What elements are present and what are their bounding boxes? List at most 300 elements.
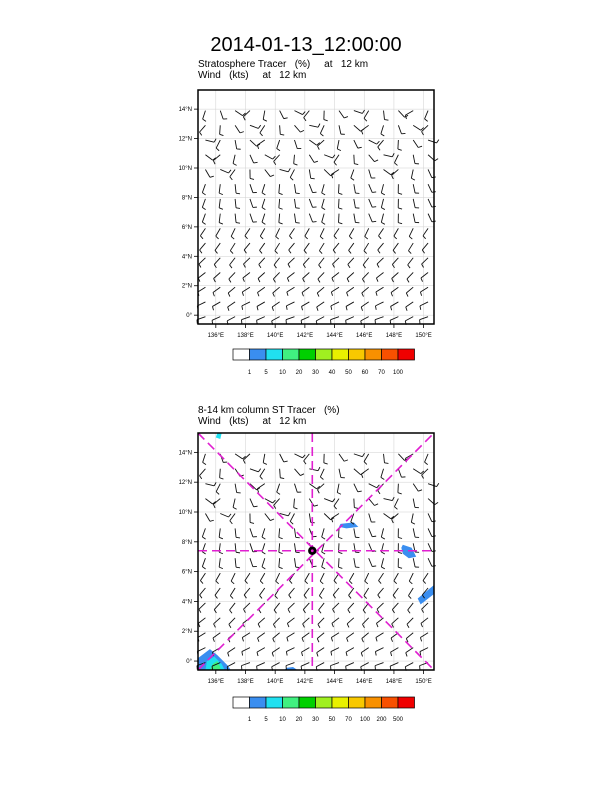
colorbar-swatch (299, 349, 316, 360)
wind-barb-flag (210, 176, 214, 177)
colorbar-swatch (266, 349, 283, 360)
wind-barb-flag (236, 567, 240, 568)
wind-barb (413, 214, 415, 223)
wind-barb-flag (214, 279, 216, 283)
wind-barb (317, 287, 324, 293)
wind-barb-flag (199, 609, 201, 612)
wind-barb-flag (202, 207, 205, 209)
colorbar-label: 100 (392, 370, 404, 376)
wind-barb (212, 317, 220, 321)
wind-barb-flag (391, 638, 392, 642)
wind-barb-flag (317, 639, 319, 643)
wind-barb (339, 125, 341, 134)
wind-barb (346, 302, 354, 307)
wind-barb (228, 648, 235, 653)
wind-barb-flag (393, 595, 396, 598)
wind-barb-flag (348, 610, 350, 613)
wind-barb-flag (347, 292, 348, 296)
wind-barb (354, 484, 358, 492)
wind-barb (398, 111, 404, 118)
wind-barb (258, 272, 265, 278)
wind-barb-flag (322, 567, 325, 569)
wind-barb (262, 528, 265, 537)
wind-barb (354, 111, 363, 114)
wind-barb-flag (257, 489, 258, 493)
wind-barb (354, 199, 356, 208)
wind-barb-flag (305, 581, 308, 584)
wind-barb (405, 317, 413, 321)
wind-barb-flag (421, 278, 423, 282)
wind-barb (384, 111, 385, 120)
wind-barb (302, 287, 309, 292)
wind-barb-flag (262, 222, 265, 224)
wind-barb (272, 663, 280, 667)
wind-barb-flag (213, 638, 214, 642)
colorbar (233, 349, 415, 376)
wind-barb (230, 603, 236, 610)
colorbar-label: 50 (345, 370, 352, 376)
wind-barb-flag (354, 164, 358, 165)
wind-barb (280, 169, 289, 171)
wind-barb-flag (270, 519, 274, 521)
wind-barb (265, 169, 271, 176)
wind-barb (279, 199, 280, 208)
wind-barb (213, 633, 220, 638)
wind-barb-flag (421, 623, 423, 627)
wind-barb (369, 199, 373, 207)
wind-barb (322, 184, 324, 193)
storm-center-dot (311, 549, 314, 552)
wind-barb-flag (233, 507, 237, 509)
wind-barb-flag (372, 207, 376, 208)
wind-barb-flag (200, 476, 202, 479)
wind-barb-flag (349, 581, 352, 584)
y-tick-label: 10°N (178, 166, 192, 172)
wind-barb-flag (422, 132, 424, 135)
wind-barb (289, 243, 295, 250)
wind-barb (322, 199, 324, 208)
wind-barb (420, 302, 428, 306)
wind-barb-flag (339, 208, 343, 209)
wind-barb-flag (331, 652, 332, 656)
wind-barb (235, 125, 240, 133)
wind-barb (294, 499, 295, 508)
wind-barb-flag (274, 161, 276, 164)
wind-barb (422, 603, 428, 609)
wind-barb (392, 272, 399, 278)
wind-barb-flag (317, 293, 319, 297)
wind-barb (317, 302, 324, 307)
wind-barb (333, 258, 339, 264)
wind-barb-flag (289, 595, 291, 598)
wind-barb (391, 648, 399, 653)
wind-barb (320, 573, 324, 581)
wind-barb (219, 558, 220, 567)
wind-barb (392, 169, 399, 175)
wind-barb-flag (407, 624, 409, 627)
wind-barb (250, 184, 253, 193)
wind-barb (407, 618, 413, 624)
wind-barb-flag (257, 145, 258, 149)
wind-barb (279, 214, 280, 223)
wind-barb-flag (319, 265, 321, 268)
wind-barb-flag (378, 250, 380, 253)
wind-barb-flag (332, 623, 334, 627)
x-tick-label: 148°E (385, 679, 403, 685)
wind-barb-flag (216, 148, 219, 151)
wind-barb (294, 469, 300, 476)
wind-barb-flag (284, 118, 288, 119)
wind-barb (243, 603, 249, 609)
wind-barb (220, 125, 221, 134)
wind-barb (413, 558, 415, 567)
wind-barb (398, 469, 401, 477)
wind-barb-flag (258, 292, 259, 296)
wind-barb-flag (240, 132, 244, 133)
wind-barb (203, 111, 206, 120)
wind-barb (354, 469, 361, 475)
colorbar-label: 20 (295, 717, 303, 723)
wind-barb (322, 214, 324, 223)
wind-barb-flag (392, 264, 394, 267)
wind-barb (273, 287, 280, 293)
wind-barb-flag (322, 552, 325, 554)
wind-barb (250, 199, 253, 208)
colorbar-swatch (365, 349, 382, 360)
wind-barb-flag (300, 130, 304, 132)
wind-barb (233, 155, 235, 164)
wind-barb-flag (314, 505, 318, 506)
wind-barb (428, 140, 437, 143)
wind-barb-flag (422, 264, 424, 267)
wind-barb-flag (277, 149, 280, 151)
wind-barb-flag (242, 638, 243, 642)
wind-barb (214, 258, 220, 265)
wind-barb (365, 228, 369, 236)
wind-barb (381, 184, 383, 193)
wind-barb (305, 573, 310, 581)
wind-barb (279, 558, 280, 567)
wind-barb (319, 243, 324, 251)
wind-barb-flag (302, 292, 303, 296)
wind-barb-flag (229, 170, 231, 173)
wind-barb-flag (347, 638, 348, 642)
wind-barb (260, 125, 265, 133)
y-tick-label: 0° (186, 313, 192, 320)
page-title: 2014-01-13_12:00:00 (210, 34, 402, 56)
wind-barb-flag (202, 552, 205, 554)
wind-barb (220, 513, 228, 517)
wind-barb (216, 484, 220, 492)
wind-barb (288, 603, 294, 609)
wind-barb-flag (212, 306, 213, 310)
wind-barb-flag (398, 537, 402, 538)
wind-barb (294, 484, 297, 493)
wind-barb-flag (322, 193, 325, 195)
colorbar-label: 50 (328, 717, 336, 723)
wind-barb-flag (260, 250, 263, 253)
panel2-title: 8-14 km column ST Tracer (%) (198, 405, 340, 416)
wind-barb-flag (258, 125, 260, 128)
wind-barb-flag (337, 493, 341, 495)
wind-barb (369, 558, 373, 566)
colorbar-swatch (382, 697, 399, 708)
wind-barb (362, 618, 368, 624)
colorbar-label: 200 (376, 717, 387, 723)
wind-barb (199, 603, 205, 609)
wind-barb (303, 272, 310, 278)
wind-barb (394, 228, 399, 236)
wind-barb (324, 155, 332, 158)
wind-barb (244, 588, 250, 595)
wind-barb (231, 228, 235, 236)
wind-barb-flag (303, 610, 305, 613)
wind-barb (280, 125, 281, 134)
wind-barb (391, 302, 399, 307)
wind-barb (258, 633, 265, 638)
wind-barb-flag (411, 178, 415, 180)
wind-barb-flag (322, 208, 325, 210)
wind-barb-flag (279, 208, 283, 209)
wind-barb (390, 317, 398, 321)
panel1-title: Stratosphere Tracer (%) at 12 km (198, 59, 369, 70)
wind-barb-flag (398, 149, 402, 150)
wind-barb (250, 499, 254, 507)
wind-barb-flag (302, 652, 303, 656)
wind-barb (381, 558, 383, 567)
wind-barb-flag (394, 581, 397, 584)
wind-barb (319, 603, 325, 610)
wind-barb-flag (425, 462, 428, 464)
wind-barb-flag (289, 236, 292, 239)
wind-barb-flag (322, 537, 325, 539)
wind-barb (229, 618, 235, 624)
wind-barb-flag (394, 163, 397, 166)
wind-barb-flag (228, 293, 230, 297)
wind-barb-flag (317, 307, 318, 311)
wind-barb (354, 454, 363, 457)
wind-barb (381, 214, 383, 223)
panel-2-plot (179, 433, 439, 723)
wind-barb-flag (377, 141, 380, 144)
wind-barb (405, 663, 413, 667)
wind-barb (392, 513, 399, 519)
wind-barb (369, 484, 377, 488)
wind-barb-flag (236, 552, 240, 553)
wind-barb-flag (398, 208, 402, 209)
colorbar-swatch (250, 349, 267, 360)
wind-barb (220, 469, 221, 478)
wind-barb (369, 140, 377, 144)
wind-barb (318, 618, 324, 624)
wind-barb-flag (202, 537, 205, 539)
wind-barb (347, 618, 354, 624)
wind-barb (339, 454, 344, 461)
wind-barb (231, 573, 235, 581)
wind-barb-flag (319, 596, 322, 599)
wind-barb-flag (262, 207, 265, 209)
wind-barb-flag (437, 483, 439, 486)
x-tick-label: 142°E (296, 679, 314, 685)
colorbar-swatch (382, 349, 399, 360)
panel-1-plot (179, 90, 439, 376)
wind-barb-flag (302, 306, 303, 310)
wind-barb (260, 228, 265, 236)
wind-barb (262, 558, 265, 567)
wind-barb-flag (243, 264, 245, 267)
wind-barb-flag (200, 250, 202, 253)
wind-barb (376, 633, 384, 638)
wind-barb-flag (219, 552, 223, 553)
wind-barb (258, 287, 265, 292)
wind-barb-flag (243, 278, 245, 282)
wind-barb-flag (320, 581, 323, 584)
wind-barb (390, 663, 398, 667)
wind-barb (257, 663, 265, 667)
wind-barb (294, 199, 295, 208)
wind-barb (220, 169, 228, 173)
wind-barb-flag (230, 596, 233, 599)
wind-barb-flag (254, 162, 258, 163)
wind-barb-flag (304, 595, 307, 598)
wind-barb-flag (279, 537, 283, 538)
wind-barb (322, 558, 324, 567)
wind-barb (263, 111, 265, 120)
x-tick-label: 142°E (296, 333, 314, 339)
wind-barb (375, 302, 383, 306)
wind-barb-flag (228, 653, 229, 657)
wind-barb-flag (394, 507, 397, 510)
wind-barb-flag (303, 279, 305, 283)
y-tick-label: 14°N (178, 450, 192, 457)
colorbar-label: 20 (295, 370, 303, 376)
wind-barb (369, 499, 375, 506)
wind-barb (381, 528, 383, 537)
wind-barb-flag (376, 292, 377, 296)
wind-barb (213, 287, 220, 292)
colorbar-label: 5 (264, 370, 268, 376)
wind-barb (301, 663, 309, 667)
wind-barb (273, 272, 279, 278)
wind-barb-flag (362, 293, 364, 297)
wind-barb (276, 228, 280, 236)
wind-barb (369, 513, 372, 522)
wind-barb-flag (358, 491, 362, 492)
wind-barb-flag (213, 292, 214, 296)
wind-barb (262, 199, 265, 208)
wind-barb-flag (406, 293, 408, 297)
wind-barb-flag (381, 567, 384, 569)
contour-blob-top-left (216, 433, 222, 439)
wind-barb-flag (317, 490, 319, 494)
wind-barb (227, 317, 235, 321)
wind-barb-flag (420, 292, 421, 296)
wind-barb-flag (339, 537, 343, 538)
wind-barb-flag (272, 307, 273, 311)
wind-barb-flag (262, 567, 265, 569)
wind-barb (303, 618, 310, 624)
wind-barb (362, 272, 368, 278)
wind-barb (250, 558, 253, 567)
wind-barb (235, 543, 236, 552)
wind-barb-flag (288, 512, 290, 515)
wind-barb-flag (381, 193, 384, 195)
wind-barb (287, 272, 294, 278)
wind-barb (242, 648, 250, 652)
wind-barb (362, 633, 369, 639)
wind-barb-flag (288, 264, 290, 267)
wind-barb (420, 633, 428, 638)
wind-barb-flag (372, 536, 376, 537)
wind-barb (361, 663, 369, 667)
wind-barb-flag (381, 477, 384, 479)
wind-barb-flag (398, 193, 402, 194)
wind-barb (279, 543, 280, 552)
wind-barb-flag (324, 120, 328, 121)
wind-barb (202, 184, 205, 192)
wind-barb (413, 499, 415, 508)
wind-barb-flag (259, 610, 261, 613)
wind-barb (348, 603, 354, 610)
wind-barb (263, 454, 265, 463)
wind-barb (369, 184, 373, 192)
wind-barb (309, 140, 316, 145)
wind-barb-flag (200, 236, 203, 239)
wind-barb (394, 573, 399, 581)
wind-barb (235, 484, 237, 493)
wind-barb-flag (425, 119, 428, 121)
wind-barb (422, 243, 428, 250)
colorbar-label: 100 (359, 717, 371, 723)
wind-barb-flag (320, 236, 323, 239)
wind-barb (421, 618, 428, 624)
wind-barb-flag (258, 279, 260, 283)
wind-barb (381, 469, 384, 478)
wind-barb (384, 155, 393, 157)
wind-barb-flag (279, 223, 283, 224)
wind-barb (205, 169, 210, 177)
wind-barb (250, 214, 253, 223)
colorbar-swatch (233, 697, 250, 708)
wind-barb (294, 528, 295, 537)
wind-barb-flag (270, 175, 274, 177)
wind-barb (235, 140, 237, 149)
wind-barb (265, 155, 273, 159)
wind-barb-flag (280, 134, 284, 135)
colorbar-label: 10 (279, 370, 286, 376)
wind-barb (339, 469, 341, 478)
wind-barb-flag (236, 208, 240, 209)
wind-barb (214, 603, 220, 610)
wind-barb-flag (435, 159, 438, 161)
wind-barb-flag (407, 279, 409, 282)
wind-barb-flag (374, 504, 378, 506)
wind-barb-flag (289, 250, 291, 253)
wind-barb (411, 169, 413, 178)
wind-barb-flag (384, 463, 388, 464)
wind-barb-flag (220, 134, 224, 135)
wind-barb-flag (333, 264, 335, 267)
wind-barb (391, 287, 398, 292)
wind-barb (212, 302, 220, 307)
wind-barb (257, 317, 265, 321)
wind-barb-flag (289, 581, 292, 584)
wind-barb (398, 454, 404, 461)
wind-barb-flag (200, 581, 203, 584)
panel2-subtitle: Wind (kts) at 12 km (198, 416, 307, 427)
wind-barb-flag (287, 292, 288, 296)
wind-barb (294, 214, 295, 223)
